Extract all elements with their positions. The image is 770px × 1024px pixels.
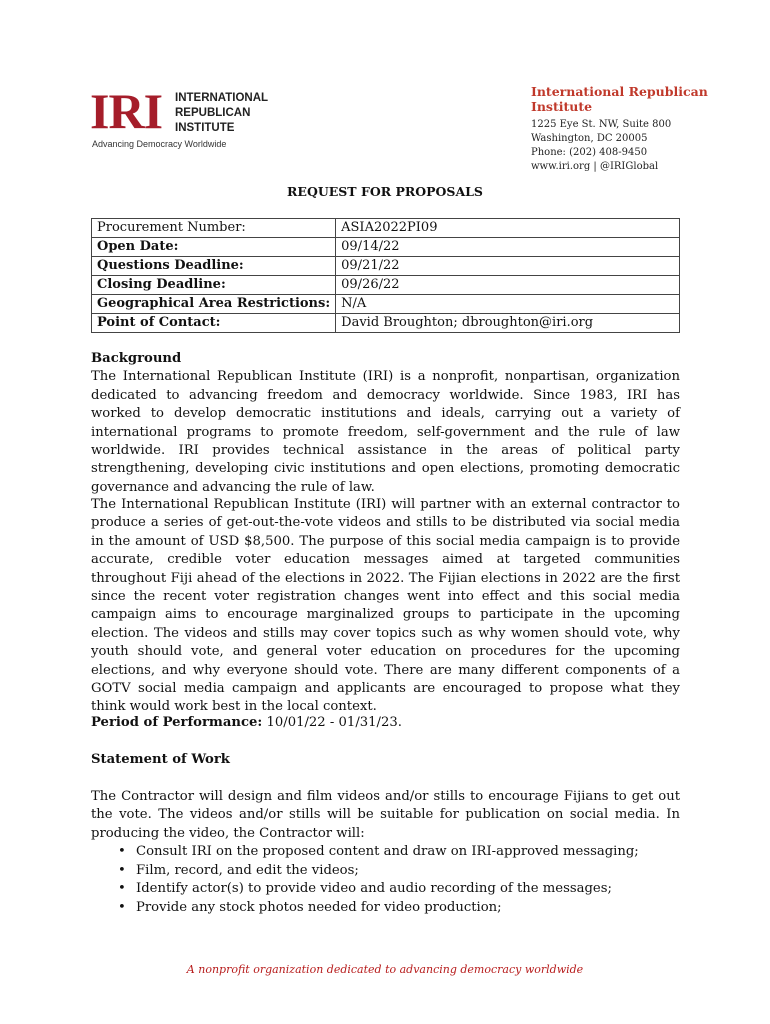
table-row: [92, 257, 680, 276]
list-item: • Consult IRI on the proposed content and draw on IRI-approved messaging;: [136, 843, 680, 862]
list-item: • Identify actor(s) to provide video and audio recording of the messages;: [136, 880, 680, 899]
sow-section: [91, 788, 680, 918]
sow-bullet-list: [91, 843, 680, 917]
logo-name: INTERNATIONAL REPUBLICAN INSTITUTE: [175, 92, 269, 134]
page-footer: A nonprofit organization dedicated to advancing democracy worldwide: [186, 963, 584, 976]
sow-heading-block: [91, 751, 680, 769]
table-value: 09/26/22: [336, 276, 680, 295]
org-address-block: [531, 84, 770, 174]
phone-line: Phone: (202) 408-9450: [531, 147, 648, 158]
procurement-info-table: [91, 218, 680, 333]
table-value: ASIA2022PI09: [336, 219, 680, 238]
table-row: [92, 295, 680, 314]
table-label: Point of Contact:: [92, 314, 336, 333]
table-value: 09/14/22: [336, 238, 680, 257]
iri-logo: [90, 83, 290, 152]
table-row: [92, 276, 680, 295]
table-row: [92, 219, 680, 238]
address-line-2: Washington, DC 20005: [531, 133, 648, 144]
table-label: Questions Deadline:: [92, 257, 336, 276]
background-section: [91, 350, 680, 497]
background-paragraph-2-block: [91, 496, 680, 717]
logo-tagline: Advancing Democracy Worldwide: [92, 139, 227, 149]
table-label: Procurement Number:: [92, 219, 336, 238]
address-line-1: 1225 Eye St. NW, Suite 800: [531, 119, 672, 130]
background-paragraph-2: The International Republican Institute (IRI) will partner with an external contractor to produce a series of get-out-the-vote videos and stills to be distributed via social media in the amount of USD $8,500. The purpose of this social media campaign is to provide accurate, credible voter education messages aimed at targeted communities throughout Fiji ahead of the elections in 2022. The Fijian elections in 2022 are the first since the recent voter registration changes went into effect and this social media campaign aims to encourage marginalized groups to participate in the upcoming election. The videos and stills may cover topics such as why women should vote, why youth should vote, and general voter education on procedures for the upcoming elections, and why everyone should vote. There are many different components of a GOTV social media campaign and applicants are encouraged to propose what they think would work best in the local context.: [91, 497, 680, 715]
background-heading: Background: [91, 351, 182, 366]
table-row: [92, 314, 680, 333]
logo-mark: IRI: [90, 83, 163, 139]
period-label: Period of Performance:: [91, 715, 263, 730]
background-paragraph-1: The International Republican Institute (IRI) is a nonprofit, nonpartisan, organization dedicated to advancing freedom and democracy worldwide. Since 1983, IRI has worked to develop democratic institutions and ideals, carrying out a variety of international programs to promote freedom, self-government and the rule of law worldwide. IRI provides technical assistance in the areas of political party strengthening, developing civic institutions and open elections, promoting democratic governance and advancing the rule of law.: [91, 369, 680, 495]
list-item: • Film, record, and edit the videos;: [136, 862, 680, 881]
period-of-performance: [91, 714, 680, 732]
table-value: 09/21/22: [336, 257, 680, 276]
table-value: N/A: [336, 295, 680, 314]
table-label: Closing Deadline:: [92, 276, 336, 295]
table-value: David Broughton; dbroughton@iri.org: [336, 314, 680, 333]
list-item: • Provide any stock photos needed for video production;: [136, 899, 680, 918]
web-line: www.iri.org | @IRIGlobal: [531, 161, 659, 172]
sow-intro: The Contractor will design and film videos and/or stills to encourage Fijians to get out the vote. The videos and/or stills will be suitable for publication on social media. In producing the video, the Contractor will:: [91, 789, 680, 841]
sow-heading: Statement of Work: [91, 752, 230, 767]
table-row: [92, 238, 680, 257]
document-title: REQUEST FOR PROPOSALS: [287, 184, 483, 199]
table-label: Geographical Area Restrictions:: [92, 295, 336, 314]
period-value: 10/01/22 - 01/31/23.: [262, 715, 402, 730]
table-label: Open Date:: [92, 238, 336, 257]
org-title: International Republican Institute: [531, 84, 708, 114]
